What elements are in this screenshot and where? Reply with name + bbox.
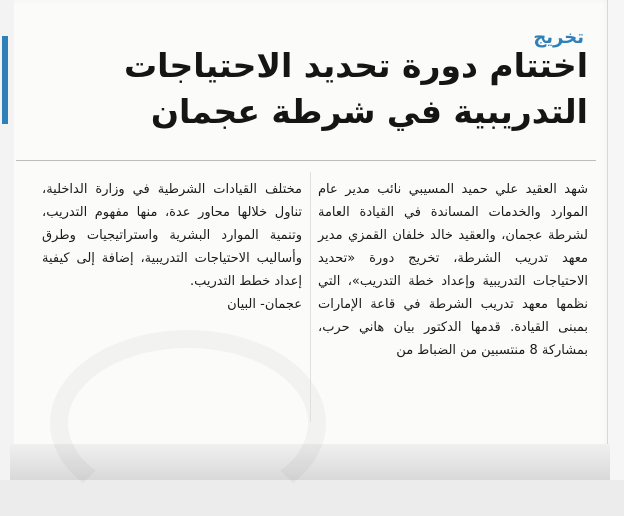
body-paragraph: شهد العقيد علي حميد المسيبي نائب مدير عام الموارد والخدمات المساندة في القيادة العامة لشرطة عجمان، والعقيد خالد خلفان القمزي مدير معهد تدريب الشرطة، تخريج دورة «تحديد الاحتياجات التدريبية وإعداد خطة التدريب»، التي نظمها معهد تدريب الشرطة في قاعة الإمارات بمبنى القيادة. قدمها الدكتور بيان هاني حرب، بمشاركة 8 منتسبين من الضباط من xyxy=(318,182,588,358)
article xyxy=(10,0,610,480)
byline: عجمان- البيان xyxy=(227,297,302,312)
headline-rule xyxy=(16,160,596,161)
article-column-right xyxy=(318,178,588,362)
section-kicker: تخريج xyxy=(533,27,584,48)
adjacent-color-bar xyxy=(2,36,8,124)
column-divider xyxy=(310,172,311,422)
headline: اختتام دورة تحديد الاحتياجات التدريبية في شرطة عجمان xyxy=(123,46,588,131)
article-column-left xyxy=(42,178,302,316)
body-paragraph: مختلف القيادات الشرطية في وزارة الداخلية، تناول خلالها محاور عدة، منها مفهوم التدريب، وتنمية الموارد البشرية واستراتيجيات وطرق وأساليب الاحتياجات التدريبية، إضافة إلى كيفية إعداد خطط التدريب. xyxy=(42,182,302,289)
